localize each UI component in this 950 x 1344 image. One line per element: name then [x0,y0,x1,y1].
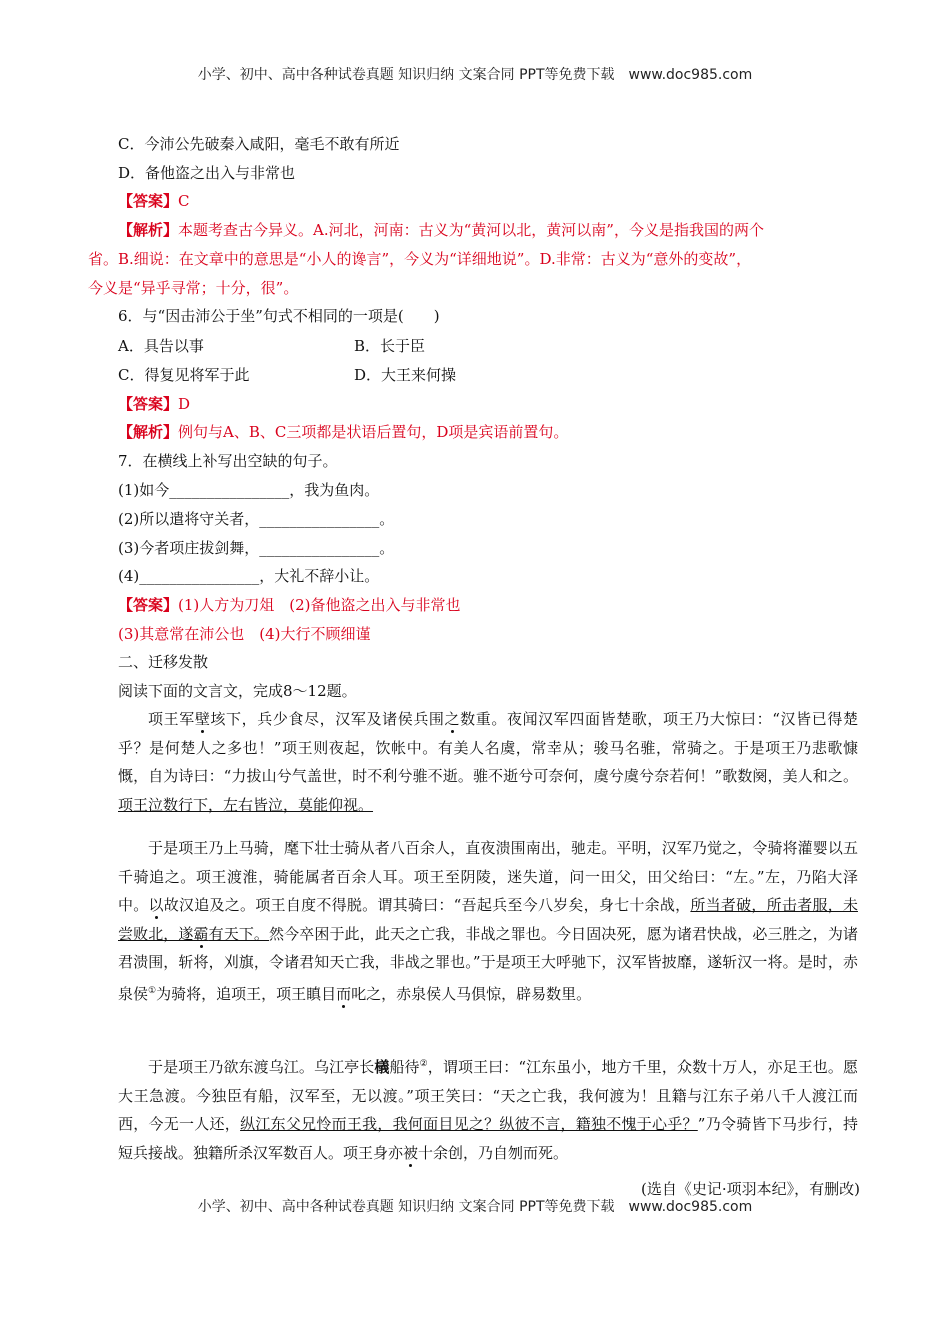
q5-analysis-line-1 [118,220,764,240]
text: 叱之，赤泉侯人马俱惊，辟易数里。 [351,984,592,1003]
text: ，谓项王曰：“江东虽小，地方千里，众数十万人，亦足王也。愿大王急渡。今独臣有船，汉军至，无以渡。”项王笑曰：“天之亡我，我何渡为！且籍与江东子弟八千人渡江而西，今无一人还， [118,1058,858,1134]
text: 船待 [389,1058,420,1076]
q5-analysis-line-2: 省。B.细说：在文章中的意思是“小人的谗言”，今义为“详细地说”。D.非常：古义为“意外的变故”， [88,250,752,268]
text: 然今卒困于此，此天之亡我，非战之罪也。今日固决死，愿为诸君快战，必三胜之，为诸君溃围，斩将，刈旗，令诸君知天亡我，非战之罪也。”于是项王大呼驰下，汉军皆披靡，遂斩汉一将。是时，赤泉侯 [118,924,858,1003]
q5-option-c: C．今沛公先破秦入咸阳，毫毛不敢有所近 [118,135,400,153]
q7-item-3: (3)今者项庄拔剑舞，________________。 [118,539,395,557]
q7-answer-line-2: (3)其意常在沛公也 (4)大行不顾细谨 [118,625,371,643]
q6-analysis [118,422,568,442]
q6-stem: 6．与“因击沛公于坐”句式不相同的一项是( ) [118,307,440,325]
q7-item-4: (4)________________，大礼不辞小让。 [118,567,380,585]
dotted-char: 壁 [194,710,211,728]
text: 故汉追及之。项王自度不得脱。谓其骑曰：“吾起兵至今八岁矣，身七十余战， [163,896,691,915]
text: 为骑将，追项王，项王瞋目 [156,984,337,1003]
q6-option-c: C．得复见将军于此 [118,366,250,384]
analysis-text: 例句与A、B、C三项都是状语后置句，D项是宾语前置句。 [178,423,569,441]
q7-answer-line-1 [118,595,461,615]
source-citation: (选自《史记·项羽本纪》，有删改) [641,1180,860,1198]
answer-value: D [178,395,191,413]
q5-analysis-line-3: 今义是“异乎寻常；十分，很”。 [88,279,299,297]
q6-option-b: B．长于臣 [354,337,426,355]
q6-answer [118,394,190,414]
answer-tag: 【答案】 [118,596,179,614]
page-header: 小学、初中、高中各种试卷真题 知识归纳 文案合同 PPT等免费下载 www.doc985.com [197,67,753,83]
underlined-sentence: 纵江东父兄怜而王我，我何面目见之？纵彼不言，籍独不愧于心乎？ [240,1115,698,1134]
section-title: 二、迁移发散 [118,653,209,671]
q6-option-a: A．具告以事 [118,337,204,355]
answer-tag: 【答案】 [118,395,179,413]
answer-value: (1)人方为刀俎 (2)备他盗之出入与非常也 [178,596,461,614]
q7-item-2: (2)所以遣将守关者，________________。 [118,510,395,528]
page-footer: 小学、初中、高中各种试卷真题 知识归纳 文案合同 PPT等免费下载 www.doc985.com [197,1199,753,1215]
analysis-tag: 【解析】 [118,423,179,441]
q7-stem: 7．在横线上补写出空缺的句子。 [118,452,338,470]
bold-char: 檥 [374,1058,390,1076]
text: 十余创，乃自刎而死。 [418,1143,569,1162]
dotted-char: 被 [403,1143,419,1162]
text: 于是项王乃欲东渡乌江。乌江亭长 [148,1058,375,1076]
analysis-tag: 【解析】 [118,221,179,239]
q5-answer [118,191,190,211]
footnote-marker: ② [419,1059,428,1069]
underlined-sentence: 项王泣数行下，左右皆泣，莫能仰视。 [118,795,374,814]
passage-paragraph-2 [118,834,858,1009]
q5-option-d: D．备他盗之出入与非常也 [118,164,296,182]
answer-value: C [178,192,190,210]
text: 于是项王乃上马骑，麾下壮士骑从者八百余人，直夜溃围南出，驰走。平明，汉军乃觉之，令骑将灌婴以五千骑追之。项王渡淮，骑能属者百余人耳。项王至阴陵，迷失道，问一田父，田父绐曰：“左。”左，乃陷大泽中。 [118,839,858,915]
q6-option-d: D．大王来何操 [354,366,457,384]
text: 垓下，兵少食尽，汉军及诸侯兵围 [210,710,445,728]
text: 项王军 [148,710,195,728]
dotted-char: 而 [336,984,352,1003]
text: 数重。夜闻汉军四面皆楚歌，项王乃大惊曰：“汉皆已得楚乎？是何楚人之多也！”项王则夜起，饮帐中。有美人名虞，常幸从；骏马名骓，常骑之。于是项王乃悲歌慷慨，自为诗曰：“力拔山兮气盖世，时不利兮骓不逝。骓不逝兮可奈何，虞兮虞兮奈若何！”歌数阕，美人和之。 [118,710,858,786]
dotted-char: 霸 [193,924,209,943]
underlined-sentence: 所当者破，所击者服，未尝败北，遂 [118,896,858,943]
dotted-char: 之 [444,710,461,728]
analysis-text: 本题考查古今异义。A.河北，河南：古义为“黄河以北，黄河以南”，今义是指我国的两个 [178,221,764,239]
footnote-marker: ① [148,985,157,996]
passage-paragraph-1 [118,705,858,819]
underlined-sentence: 有天下。 [208,924,270,943]
answer-tag: 【答案】 [118,192,179,210]
passage-paragraph-3 [118,1050,858,1167]
dotted-char: 以 [148,896,164,915]
q7-item-1: (1)如今________________，我为鱼肉。 [118,481,380,499]
reading-instruction: 阅读下面的文言文，完成8～12题。 [118,682,357,700]
text: ”乃令骑皆下马步行，持短兵接战。独籍所杀汉军数百人。项王身亦 [118,1115,858,1162]
